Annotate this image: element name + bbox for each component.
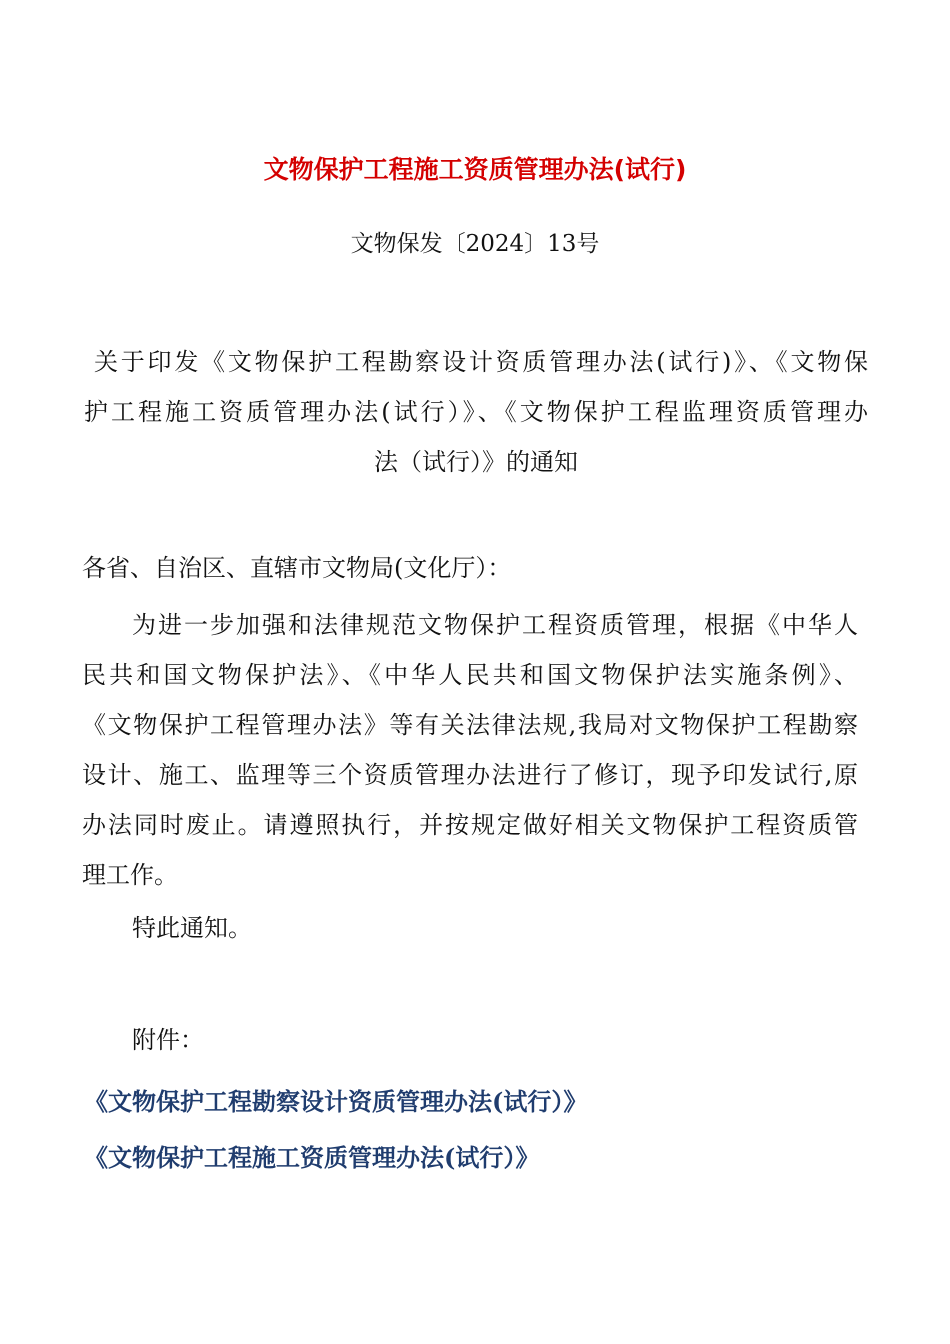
body-paragraph xyxy=(82,600,858,900)
notice-title-line: 关于印发《文物保护工程勘察设计资质管理办法(试行)》、《文物保 xyxy=(94,348,868,376)
body-line: 民共和国文物保护法》、《中华人民共和国文物保护法实施条例》、 xyxy=(82,661,858,689)
attachment-link-survey-design[interactable]: 《文物保护工程勘察设计资质管理办法(试行）》 xyxy=(84,1087,588,1116)
body-line: 为进一步加强和法律规范文物保护工程资质管理，根据《中华人 xyxy=(132,611,858,639)
document-number: 文物保发〔2024〕13号 xyxy=(350,231,600,257)
addressee: 各省、自治区、直辖市文物局(文化厅）： xyxy=(82,554,512,582)
attachments-label: 附件： xyxy=(132,1026,204,1054)
body-line: 办法同时废止。请遵照执行，并按规定做好相关文物保护工程资质管 xyxy=(82,811,858,839)
attachments-list xyxy=(84,1074,587,1186)
notice-title-line: 法（试行）》的通知 xyxy=(374,448,578,476)
body-line: 设计、施工、监理等三个资质管理办法进行了修订，现予印发试行,原 xyxy=(82,761,858,789)
closing-text: 特此通知。 xyxy=(132,914,252,942)
document-title: 文物保护工程施工资质管理办法(试行) xyxy=(263,155,687,184)
body-line: 理工作。 xyxy=(82,861,178,889)
attachment-link-construction[interactable]: 《文物保护工程施工资质管理办法(试行）》 xyxy=(84,1143,540,1172)
notice-title-line: 护工程施工资质管理办法(试行）》、《文物保护工程监理资质管理办 xyxy=(84,398,868,426)
notice-title xyxy=(84,337,868,487)
body-line: 《文物保护工程管理办法》等有关法律法规,我局对文物保护工程勘察 xyxy=(82,711,858,739)
